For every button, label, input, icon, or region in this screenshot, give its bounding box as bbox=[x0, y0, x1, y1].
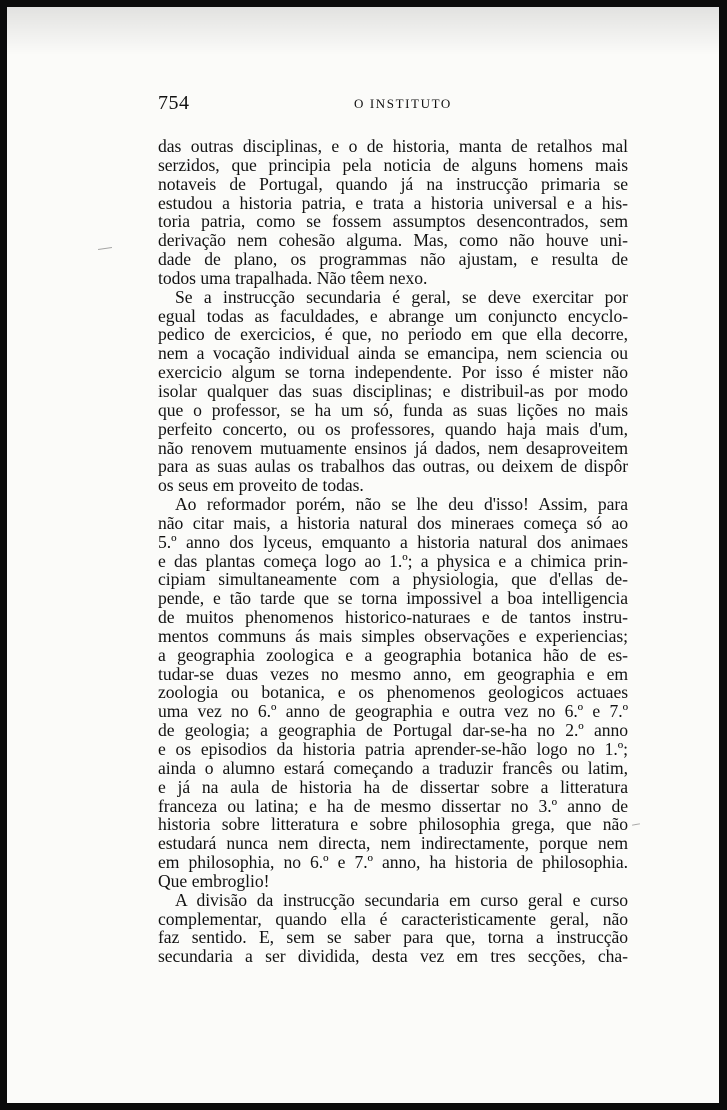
text-line: egual todas as faculdades, e abrange um conjuncto encyclo- bbox=[158, 305, 628, 326]
text-line: toria patria, como se fossem assumptos desencontrados, sem bbox=[158, 211, 628, 232]
text-line: complementar, quando ella é caracteristicamente geral, não bbox=[158, 908, 628, 929]
text-line: e já na aula de historia ha de dissertar sobre a litteratura bbox=[158, 776, 628, 797]
text-line: perfeito concerto, ou os professores, quando haja mais d'um, bbox=[158, 418, 628, 439]
text-line: serzidos, que principia pela noticia de alguns homens mais bbox=[158, 154, 628, 175]
text-line: faz sentido. E, sem se saber para que, torna a instrucção bbox=[158, 927, 628, 948]
text-line: e os episodios da historia patria aprender-se-hão logo no 1.º; bbox=[158, 739, 628, 759]
text-line: derivação nem cohesão alguma. Mas, como não houve uni- bbox=[158, 230, 628, 251]
text-line: secundaria a ser dividida, desta vez em tres secções, cha- bbox=[158, 946, 628, 967]
text-line: tudar-se duas vezes no mesmo anno, em geographia e em bbox=[158, 663, 628, 684]
text-line: mentos communs ás mais simples observações e experiencias; bbox=[158, 625, 628, 646]
text-line: Que embroglio! bbox=[158, 870, 270, 891]
running-head: O INSTITUTO bbox=[354, 96, 452, 111]
page-number: 754 bbox=[158, 92, 190, 114]
text-line: a geographia zoologica e a geographia botanica hão de es- bbox=[158, 644, 628, 665]
text-line: e das plantas começa logo ao 1.º; a physica e a chimica prin- bbox=[158, 550, 628, 571]
text-line: nem a vocação individual ainda se emancipa, nem sciencia ou bbox=[158, 343, 628, 364]
text-line: dade de plano, os programmas não ajustam, e resulta de bbox=[158, 249, 628, 270]
text-line: todos uma trapalhada. Não têem nexo. bbox=[158, 267, 428, 288]
text-line: em philosophia, no 6.º e 7.º anno, ha historia de philosophia. bbox=[158, 852, 628, 873]
body-text bbox=[158, 136, 628, 967]
page-header bbox=[158, 92, 628, 114]
text-line: não renovem mutuamente ensinos já dados, nem desaproveitem bbox=[158, 437, 628, 458]
text-line: de geologia; a geographia de Portugal dar-se-ha no 2.º anno bbox=[158, 720, 628, 741]
text-line: os seus em proveito de todas. bbox=[158, 475, 364, 496]
text-line: para as suas aulas os trabalhos das outras, ou deixem de dispôr bbox=[158, 456, 628, 477]
text-line: estudará nunca nem directa, nem indirectamente, porque nem bbox=[158, 833, 628, 854]
text-line: de muitos phenomenos historico-naturaes e de tantos instru- bbox=[158, 607, 628, 628]
text-line: exercicio algum se torna independente. Por isso é mister não bbox=[158, 362, 628, 383]
text-line: não citar mais, a historia natural dos mineraes começa só ao bbox=[158, 512, 628, 533]
text-line: isolar qualquer das suas disciplinas; e distribuil-as por modo bbox=[158, 380, 628, 401]
text-line: estudou a historia patria, e trata a historia universal e a his- bbox=[158, 192, 628, 213]
text-line: notaveis de Portugal, quando já na instrucção primaria se bbox=[158, 173, 628, 194]
text-line: zoologia ou botanica, e os phenomenos geologicos actuaes bbox=[158, 682, 628, 703]
text-line: pende, e tão tarde que se torna impossivel a boa intelligencia bbox=[158, 588, 628, 609]
text-line: uma vez no 6.º anno de geographia e outra vez no 6.º e 7.º bbox=[158, 701, 628, 722]
text-line: franceza ou latina; e ha de mesmo dissertar no 3.º anno de bbox=[158, 795, 628, 816]
text-line: 5.º anno dos lyceus, emquanto a historia natural dos animaes bbox=[158, 531, 628, 552]
text-line: pedico de exercicios, é que, no periodo em que ella decorre, bbox=[158, 324, 628, 345]
text-line: historia sobre litteratura e sobre philosophia grega, que não bbox=[158, 814, 628, 835]
text-line: que o professor, se ha um só, funda as suas lições no mais bbox=[158, 399, 628, 420]
text-line: cipiam simultaneamente com a physiologia, que d'ellas de- bbox=[158, 569, 628, 590]
text-line: ainda o alumno estará começando a traduzir francês ou latim, bbox=[158, 757, 628, 778]
text-line: das outras disciplinas, e o de historia, manta de retalhos mal bbox=[158, 136, 628, 156]
paragraph-start-line: A divisão da instrucção secundaria em curso geral e curso bbox=[175, 889, 628, 910]
paragraph-start-line: Ao reformador porém, não se lhe deu d'isso! Assim, para bbox=[175, 494, 628, 515]
paragraph-start-line: Se a instrucção secundaria é geral, se deve exercitar por bbox=[175, 286, 628, 307]
